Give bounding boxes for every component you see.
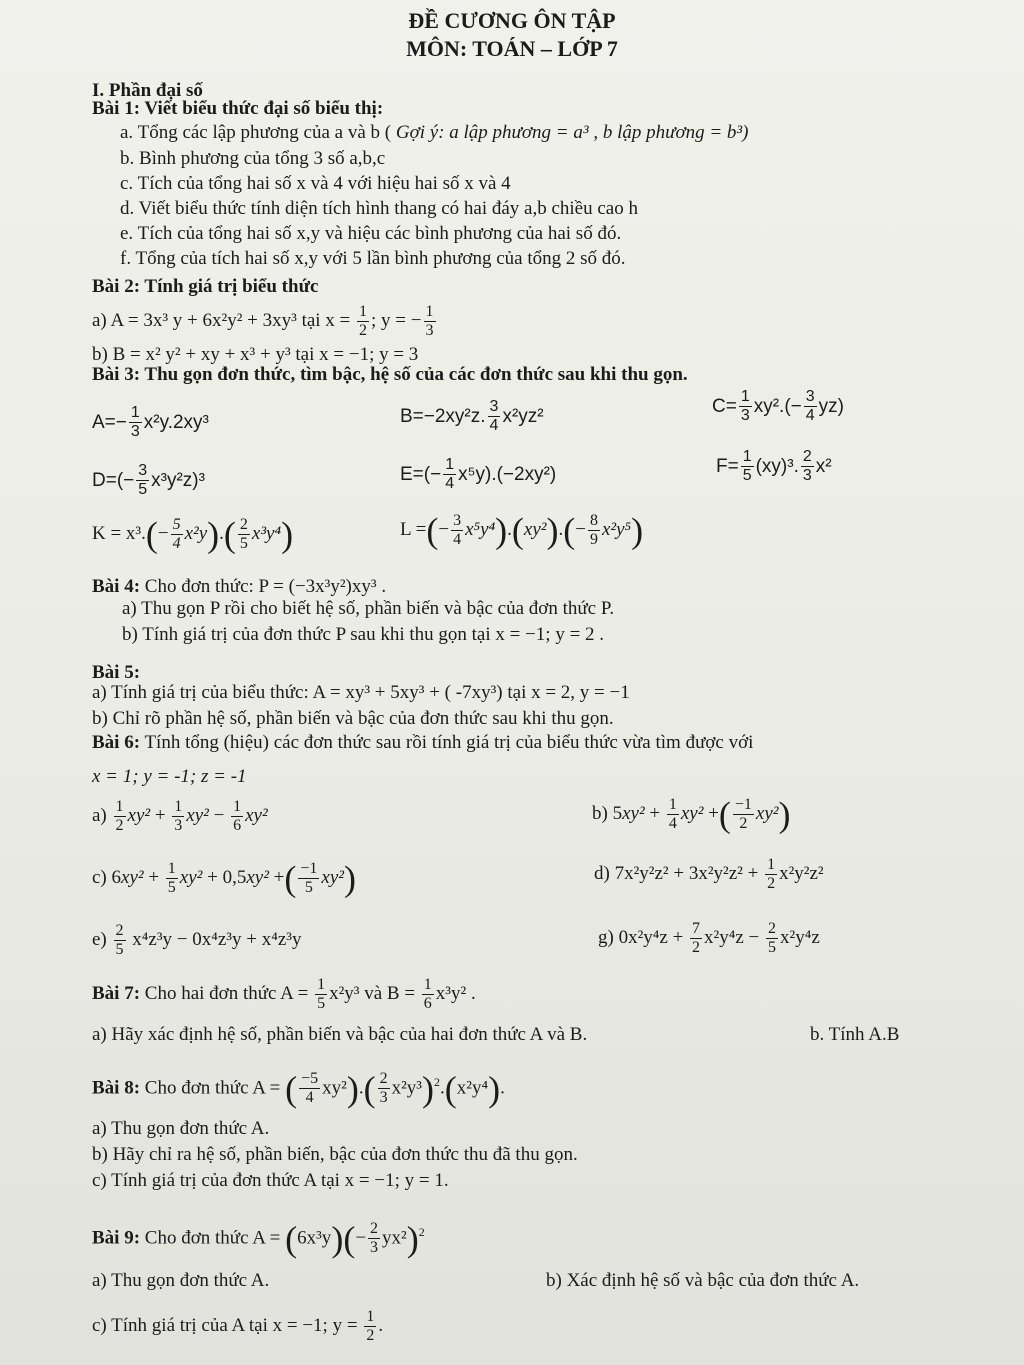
bai6-g: g) 0x²y⁴z + $\frac{7}{2}$ x²y⁴z − $\frac{2}{5}$ x²y⁴z (598, 920, 820, 957)
bai2-a: a) A = 3x³ y + 6x²y² + 3xy³ tại x = $\frac{1}{2}$ ; y = − $\frac{1}{3}$ (92, 303, 434, 340)
bai3-expr-E: E=(− $\frac{1}{4}$ x⁵y).(−2xy²) (400, 456, 557, 493)
bai3-expr-D: D=(− $\frac{3}{5}$ x³y²z)³ (92, 462, 205, 499)
bai3-expr-F: F= $\frac{1}{5}$ (xy)³. $\frac{2}{3}$ x² (716, 448, 832, 485)
bai5-b: b) Chỉ rõ phần hệ số, phần biến và bậc của đơn thức sau khi thu gọn. (92, 708, 614, 729)
bai7-statement: Bài 7: Cho hai đơn thức A = $\frac{1}{5}$ x²y³ và B = $\frac{1}{6}$ x³y² . (92, 976, 476, 1013)
bai1-title: Bài 1: Viết biểu thức đại số biểu thị: (92, 98, 384, 119)
doc-subtitle: MÔN: TOÁN – LỚP 7 (406, 36, 618, 61)
bai1-c: c. Tích của tổng hai số x và 4 với hiệu hai số x và 4 (120, 173, 511, 194)
section-heading: I. Phần đại số (92, 80, 203, 101)
bai6-c: c) 6xy² + $\frac{1}{5}$ xy² + 0,5xy² +( $\frac{-1}{5}$ xy²) (92, 858, 356, 899)
bai9-a: a) Thu gọn đơn thức A. (92, 1270, 270, 1291)
bai3-expr-C: C= $\frac{1}{3}$ xy².(− $\frac{3}{4}$ yz) (712, 388, 844, 425)
bai2-b: b) B = x² y² + xy + x³ + y³ tại x = −1; y = 3 (92, 344, 419, 365)
bai4-statement: Bài 4: Cho đơn thức: P = (−3x³y²)xy³ . (92, 576, 387, 597)
bai1-e: e. Tích của tổng hai số x,y và hiệu các bình phương của hai số đó. (120, 223, 622, 244)
bai6-condition: x = 1; y = -1; z = -1 (92, 766, 247, 787)
bai5-title: Bài 5: (92, 662, 141, 683)
bai3-expr-L: L =(− $\frac{3}{4}$ x⁵y⁴).(xy²).(− $\frac{8}{9}$ x²y⁵) (400, 510, 644, 551)
bai9-b: b) Xác định hệ số và bậc của đơn thức A. (546, 1270, 860, 1291)
bai6-b: b) 5xy² + $\frac{1}{4}$ xy² +( $\frac{-1}{2}$ xy²) (592, 794, 791, 835)
bai7-b: b. Tính A.B (810, 1024, 900, 1045)
bai6-e: e) $\frac{2}{5}$ x⁴z³y − 0x⁴z³y + x⁴z³y (92, 922, 302, 959)
bai5-a: a) Tính giá trị của biểu thức: A = xy³ + 5xy³ + ( -7xy³) tại x = 2, y = −1 (92, 682, 630, 703)
bai8-a: a) Thu gọn đơn thức A. (92, 1118, 270, 1139)
bai9-statement: Bài 9: Cho đơn thức A = (6x³y)(− $\frac{2}{3}$ yx²)$^2$ (92, 1218, 425, 1259)
bai8-statement: Bài 8: Cho đơn thức A = ( $\frac{-5}{4}$ xy²).( $\frac{2}{3}$ x²y³)$^2$.(x²y⁴). (92, 1068, 505, 1109)
bai6-statement: Bài 6: Tính tổng (hiệu) các đơn thức sau rồi tính giá trị của biểu thức vừa tìm được với (92, 732, 754, 753)
doc-title: ĐỀ CƯƠNG ÔN TẬP (408, 8, 616, 33)
bai1-d: d. Viết biểu thức tính diện tích hình thang có hai đáy a,b chiều cao h (120, 198, 638, 219)
bai6-d: d) 7x²y²z² + 3x²y²z² + $\frac{1}{2}$ x²y²z² (594, 856, 824, 893)
bai8-c: c) Tính giá trị của đơn thức A tại x = −1; y = 1. (92, 1170, 449, 1191)
bai8-b: b) Hãy chỉ ra hệ số, phần biến, bậc của đơn thức thu đã thu gọn. (92, 1144, 578, 1165)
bai3-title: Bài 3: Thu gọn đơn thức, tìm bậc, hệ số của các đơn thức sau khi thu gọn. (92, 364, 688, 385)
bai1-b: b. Bình phương của tổng 3 số a,b,c (120, 148, 386, 169)
bai9-c: c) Tính giá trị của A tại x = −1; y = $\frac{1}{2}$ . (92, 1308, 384, 1345)
bai3-expr-A: A=− $\frac{1}{3}$ x²y.2xy³ (92, 404, 209, 441)
bai3-expr-K: K = x³.(− $\frac{5}{4}$ x²y).( $\frac{2}{5}$ x³y⁴) (92, 514, 294, 555)
bai1-f: f. Tổng của tích hai số x,y với 5 lần bình phương của tổng 2 số đó. (120, 248, 626, 269)
bai3-expr-B: B=−2xy²z. $\frac{3}{4}$ x²yz² (400, 398, 544, 435)
bai2-title: Bài 2: Tính giá trị biểu thức (92, 276, 319, 297)
bai1-a: a. Tổng các lập phương của a và b ( Gợi ý: a lập phương = a³ , b lập phương = b³) (120, 122, 749, 143)
bai6-a: a) $\frac{1}{2}$ xy² + $\frac{1}{3}$ xy² − $\frac{1}{6}$ xy² (92, 798, 268, 835)
bai7-a: a) Hãy xác định hệ số, phần biến và bậc của hai đơn thức A và B. (92, 1024, 588, 1045)
bai4-b: b) Tính giá trị của đơn thức P sau khi thu gọn tại x = −1; y = 2 . (122, 624, 605, 645)
bai4-a: a) Thu gọn P rồi cho biết hệ số, phần biến và bậc của đơn thức P. (122, 598, 615, 619)
